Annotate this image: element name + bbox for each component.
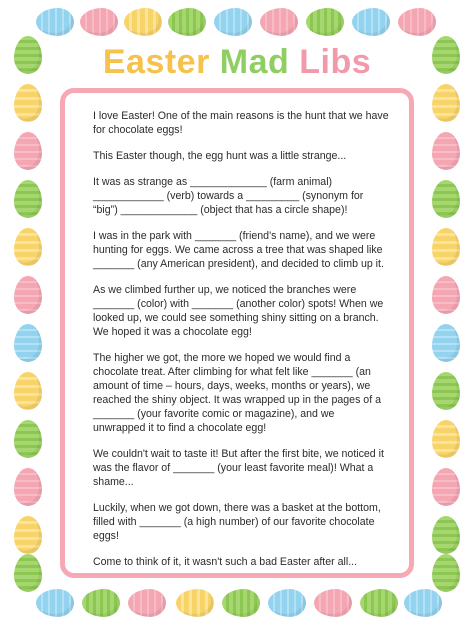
- easter-egg-icon: [14, 276, 42, 314]
- story-paragraph: As we climbed further up, we noticed the branches were _______ (color) with _______ (another color) spots! When we looked up, we could see something shiny sitting on a branch. We hoped it was a chocolate egg!: [93, 284, 384, 338]
- easter-egg-icon: [14, 468, 42, 506]
- easter-egg-icon: [214, 8, 252, 36]
- story-paragraph: Luckily, when we got down, there was a basket at the bottom, filled with _______ (a high number) of our favorite chocolate eggs!: [93, 502, 381, 542]
- title-word-easter: Easter: [102, 43, 210, 81]
- easter-egg-icon: [432, 324, 460, 362]
- story-paragraph: The higher we got, the more we hoped we would find a chocolate treat. After climbing for what felt like _______ (an amount of time – hours, days, weeks, months or years), we reached the shiny object. It was wrapped up in the pages of a _______ (your favorite comic or magazine), and we unwrapped it to find a chocolate egg!: [93, 352, 381, 434]
- easter-egg-icon: [14, 372, 42, 410]
- easter-egg-icon: [82, 589, 120, 617]
- easter-egg-icon: [432, 180, 460, 218]
- easter-egg-icon: [314, 589, 352, 617]
- easter-egg-icon: [14, 516, 42, 554]
- story-paragraph: We couldn't wait to taste it! But after the first bite, we noticed it was the flavor of _______ (your least favorite meal)! What a shame...: [93, 448, 384, 488]
- easter-egg-icon: [432, 516, 460, 554]
- easter-egg-icon: [14, 324, 42, 362]
- easter-egg-icon: [432, 372, 460, 410]
- easter-egg-icon: [36, 8, 74, 36]
- easter-egg-icon: [14, 132, 42, 170]
- easter-egg-icon: [128, 589, 166, 617]
- easter-egg-icon: [176, 589, 214, 617]
- easter-egg-icon: [432, 228, 460, 266]
- easter-egg-icon: [260, 8, 298, 36]
- easter-egg-icon: [432, 554, 460, 592]
- easter-egg-icon: [360, 589, 398, 617]
- story-paragraph: It was as strange as _____________ (farm animal) ____________ (verb) towards a _________ (synonym for “big”) _____________ (object that has a circle shape)!: [93, 176, 364, 216]
- story-card: [60, 88, 414, 578]
- story-paragraph: Come to think of it, it wasn't such a bad Easter after all...: [93, 556, 358, 568]
- easter-egg-icon: [14, 228, 42, 266]
- easter-egg-icon: [306, 8, 344, 36]
- title-word-mad: Mad: [219, 43, 290, 81]
- easter-egg-icon: [168, 8, 206, 36]
- easter-egg-icon: [432, 132, 460, 170]
- easter-egg-icon: [36, 589, 74, 617]
- easter-egg-icon: [14, 180, 42, 218]
- easter-egg-icon: [432, 468, 460, 506]
- story-paragraph: I was in the park with _______ (friend's name), and we were hunting for eggs. We came across a tree that was shaped like _______ (any American president), and decided to climb up it.: [93, 230, 384, 270]
- easter-egg-icon: [222, 589, 260, 617]
- easter-egg-icon: [398, 8, 436, 36]
- story-paragraph: This Easter though, the egg hunt was a little strange...: [93, 150, 347, 162]
- easter-egg-icon: [14, 84, 42, 122]
- easter-egg-icon: [432, 420, 460, 458]
- story-paragraph: I love Easter! One of the main reasons is the hunt that we have for chocolate eggs!: [93, 110, 389, 136]
- easter-egg-icon: [404, 589, 442, 617]
- easter-egg-icon: [432, 84, 460, 122]
- easter-egg-icon: [80, 8, 118, 36]
- easter-egg-icon: [124, 8, 162, 36]
- story-text: [93, 109, 389, 581]
- easter-egg-icon: [14, 554, 42, 592]
- easter-egg-icon: [432, 276, 460, 314]
- easter-egg-icon: [14, 420, 42, 458]
- easter-egg-icon: [268, 589, 306, 617]
- easter-egg-icon: [352, 8, 390, 36]
- title-word-libs: Libs: [299, 43, 372, 81]
- page-title: [0, 42, 474, 82]
